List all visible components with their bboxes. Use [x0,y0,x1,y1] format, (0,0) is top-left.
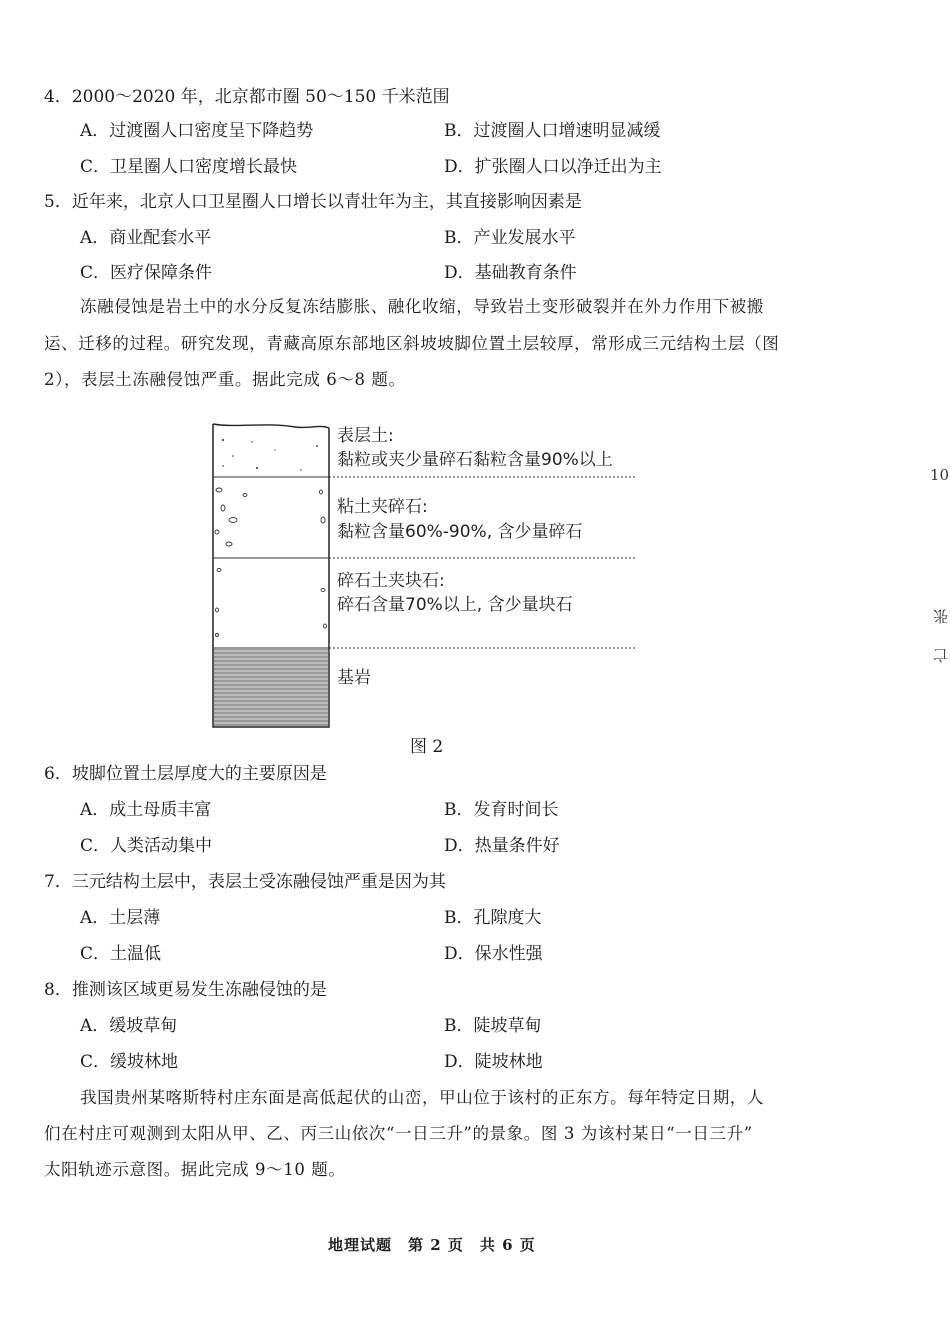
passage-1-line-1: 冻融侵蚀是岩土中的水分反复冻结膨胀、融化收缩，导致岩土变形破裂并在外力作用下被搬 [80,297,764,316]
question-5-option-c: C．医疗保障条件 [80,263,213,283]
passage-1-line-2: 运、迁移的过程。研究发现，青藏高原东部地区斜坡坡脚位置土层较厚，常形成三元结构土层（图 [44,334,780,353]
layer-2-description: 黏粒含量60%-90%, 含少量碎石 [337,522,583,542]
question-6-stem: 6．坡脚位置土层厚度大的主要原因是 [44,764,327,784]
figure-2-caption: 图 2 [410,737,444,757]
clay-gravel-marks [215,488,325,546]
question-7-stem: 7．三元结构土层中，表层土受冻融侵蚀严重是因为其 [44,872,446,892]
question-4-stem: 4．2000～2020 年，北京都市圈 50～150 千米范围 [44,87,450,107]
passage-2-line-3: 太阳轨迹示意图。据此完成 9～10 题。 [44,1160,346,1179]
bedrock-fill [214,649,328,726]
question-7-option-a: A．土层薄 [80,908,161,928]
question-4-option-b: B．过渡圈人口增速明显减缓 [444,121,661,141]
layer-1-description: 黏粒或夹少量碎石黏粒含量90%以上 [337,450,613,470]
layer-3-description: 碎石含量70%以上, 含少量块石 [337,595,573,615]
question-7-option-d: D．保水性强 [444,944,543,964]
question-5-option-d: D．基础教育条件 [444,263,577,283]
layer-4-title: 基岩 [337,668,371,688]
question-7-option-c: C．土温低 [80,944,162,964]
gravel-block-marks [216,569,327,637]
layer-1-title: 表层土: [337,426,394,446]
passage-1-line-3: 2），表层土冻融侵蚀严重。据此完成 6～8 题。 [44,370,406,389]
margin-number: 10 [930,466,950,484]
question-6-option-c: C．人类活动集中 [80,836,213,856]
margin-char-1: 张 [933,607,949,625]
question-7-option-b: B．孔隙度大 [444,908,542,928]
question-4-option-c: C．卫星圈人口密度增长最快 [80,157,298,177]
question-8-option-b: B．陡坡草甸 [444,1016,542,1036]
question-8-option-c: C．缓坡林地 [80,1052,179,1072]
question-8-option-d: D．陡坡林地 [444,1052,543,1072]
topsoil-specks [222,439,318,471]
layer-3-title: 碎石土夹块石: [337,571,445,591]
question-6-option-b: B．发育时间长 [444,800,559,820]
question-5-stem: 5．近年来，北京人口卫星圈人口增长以青壮年为主，其直接影响因素是 [44,192,582,212]
surface-line [213,424,329,428]
passage-2-line-1: 我国贵州某喀斯特村庄东面是高低起伏的山峦，甲山位于该村的正东方。每年特定日期，人 [80,1088,764,1107]
question-5-option-a: A．商业配套水平 [80,228,212,248]
question-6-option-a: A．成土母质丰富 [80,800,212,820]
page-footer: 地理试题 第 2 页 共 6 页 [328,1236,536,1254]
question-8-stem: 8．推测该区域更易发生冻融侵蚀的是 [44,980,327,1000]
question-4-option-d: D．扩张圈人口以净迁出为主 [444,157,662,177]
margin-char-2: 亡 [933,646,949,664]
passage-2-line-2: 们在村庄可观测到太阳从甲、乙、丙三山依次“一日三升”的景象。图 3 为该村某日“一日三升” [44,1124,753,1143]
question-6-option-d: D．热量条件好 [444,836,560,856]
layer-2-title: 粘土夹碎石: [337,497,428,517]
question-8-option-a: A．缓坡草甸 [80,1016,178,1036]
question-5-option-b: B．产业发展水平 [444,228,576,248]
question-4-option-a: A．过渡圈人口密度呈下降趋势 [80,121,314,141]
